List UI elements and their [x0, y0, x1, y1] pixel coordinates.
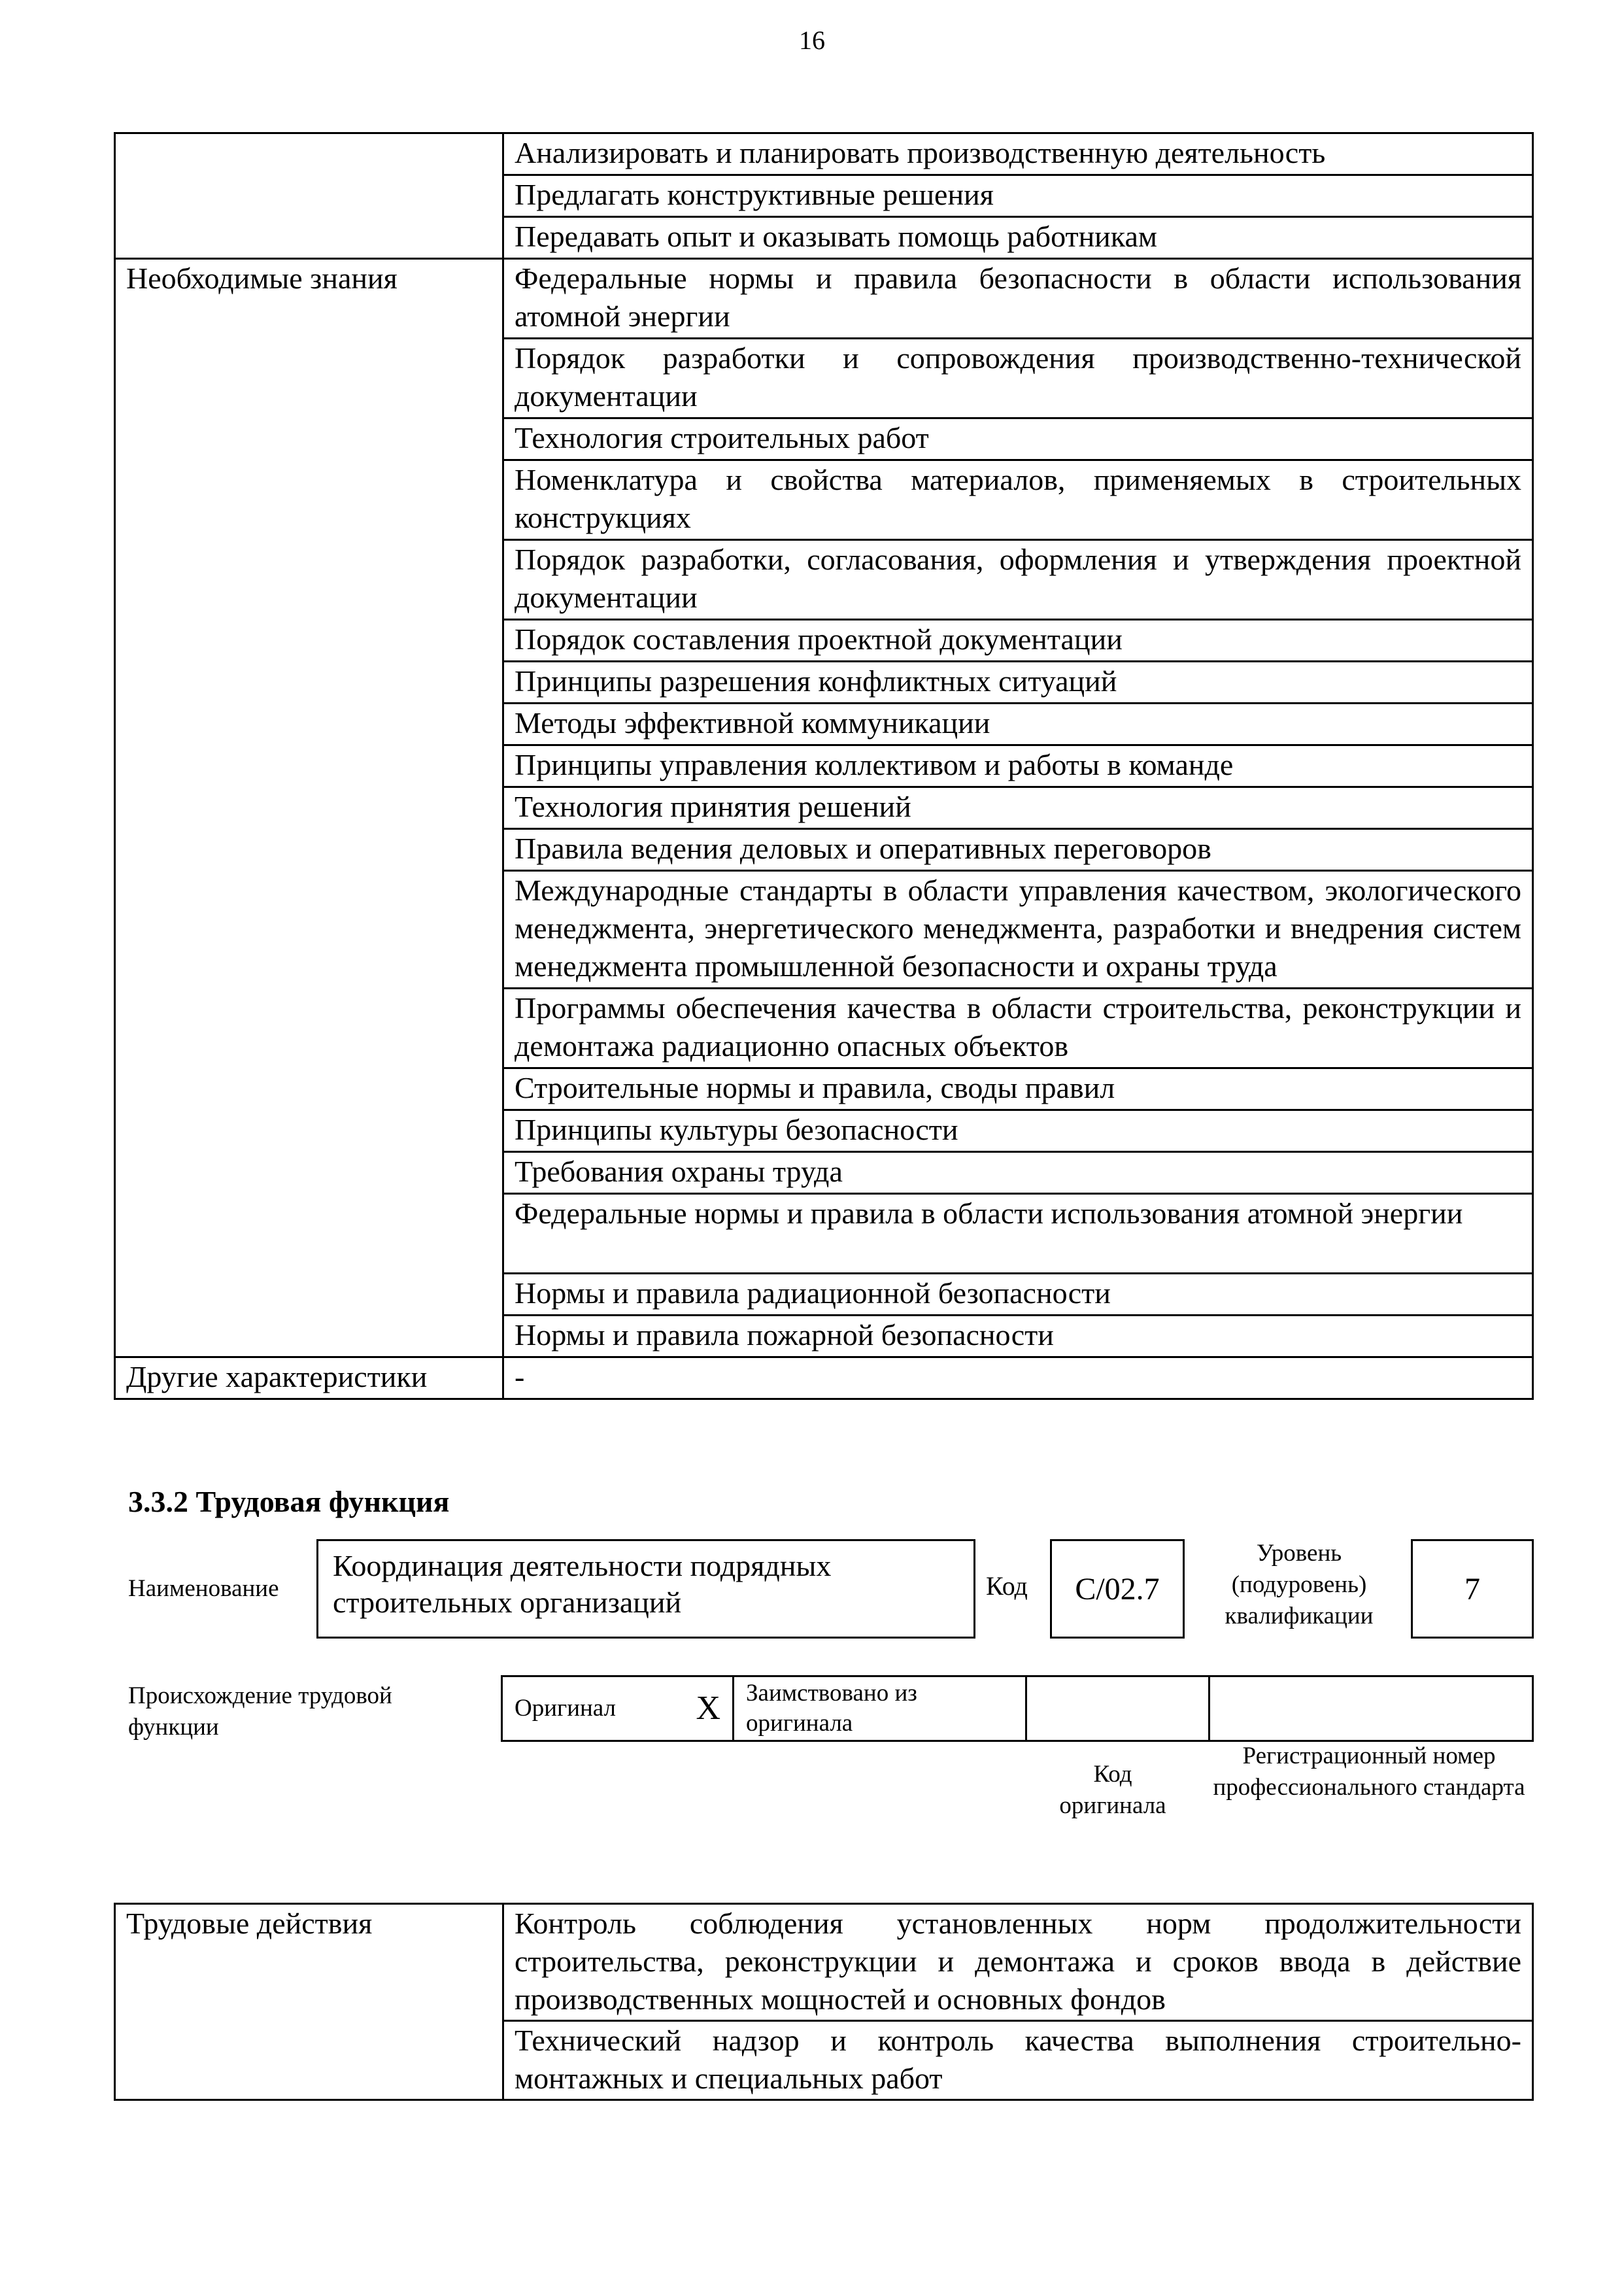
- origin-mark: X: [696, 1690, 720, 1727]
- table-row-label: Трудовые действия: [115, 1904, 503, 2100]
- table-cell: Предлагать конструктивные решения: [503, 175, 1533, 217]
- code-label: Код: [986, 1571, 1028, 1601]
- table-row-label: [115, 133, 503, 259]
- table-row-label: Необходимые знания: [115, 259, 503, 1357]
- table-cell: Порядок разработки, согласования, оформления и утверждения проектной документации: [503, 540, 1533, 620]
- table-cell: Методы эффективной коммуникации: [503, 704, 1533, 745]
- table-cell: Принципы разрешения конфликтных ситуаций: [503, 662, 1533, 704]
- table-cell: Порядок разработки и сопровождения производственно-технической документации: [503, 339, 1533, 418]
- requirements-table: [114, 132, 1534, 1400]
- table-cell: Строительные нормы и правила, своды правил: [503, 1068, 1533, 1110]
- table-cell: Требования охраны труда: [503, 1152, 1533, 1194]
- origin-reg-cell: [1210, 1676, 1533, 1741]
- table-cell: Технология принятия решений: [503, 787, 1533, 829]
- table-cell: Программы обеспечения качества в области строительства, реконструкции и демонтажа радиационно опасных объектов: [503, 989, 1533, 1068]
- table-cell: Правила ведения деловых и оперативных переговоров: [503, 829, 1533, 871]
- table-cell: Федеральные нормы и правила в области использования атомной энергии: [503, 1194, 1533, 1274]
- table-row-label: Другие характеристики: [115, 1357, 503, 1399]
- table-cell: -: [503, 1357, 1533, 1399]
- table-cell: Технология строительных работ: [503, 418, 1533, 460]
- name-label: Наименование: [128, 1575, 279, 1602]
- origin-original-text: Оригинал: [515, 1695, 617, 1722]
- section-title: 3.3.2 Трудовая функция: [128, 1485, 450, 1518]
- page-number: 16: [799, 26, 825, 55]
- labor-actions-table: [114, 1903, 1534, 2101]
- table-cell: Контроль соблюдения установленных норм продолжительности строительства, реконструкции и демонтажа и сроков ввода в действие производственных мощностей и основных фондов: [503, 1904, 1533, 2021]
- origin-label: Происхождение трудовой функции: [128, 1682, 392, 1741]
- table-cell: Анализировать и планировать производственную деятельность: [503, 133, 1533, 175]
- table-cell: Номенклатура и свойства материалов, применяемых в строительных конструкциях: [503, 460, 1533, 540]
- origin-original-cell: [502, 1676, 734, 1741]
- table-cell: Принципы управления коллективом и работы в команде: [503, 745, 1533, 787]
- level-box: 7: [1411, 1539, 1534, 1639]
- origin-code-caption: Код оригинала: [1059, 1761, 1166, 1819]
- table-cell: Нормы и правила пожарной безопасности: [503, 1316, 1533, 1357]
- origin-code-cell: [1026, 1676, 1210, 1741]
- origin-reg-caption: Регистрационный номер профессионального стандарта: [1213, 1742, 1525, 1801]
- function-name-box: Координация деятельности подрядных строительных организаций: [316, 1539, 975, 1639]
- level-label: Уровень (подуровень) квалификации: [1225, 1540, 1374, 1629]
- origin-borrowed-cell: Заимствовано из оригинала: [734, 1676, 1026, 1741]
- origin-table: [501, 1675, 1534, 1742]
- table-cell: Передавать опыт и оказывать помощь работникам: [503, 217, 1533, 259]
- table-cell: Порядок составления проектной документации: [503, 620, 1533, 662]
- code-box: С/02.7: [1050, 1539, 1185, 1639]
- table-cell: Нормы и правила радиационной безопасности: [503, 1274, 1533, 1316]
- table-cell: Технический надзор и контроль качества выполнения строительно-монтажных и специальных работ: [503, 2021, 1533, 2100]
- table-cell: Международные стандарты в области управления качеством, экологического менеджмента, энергетического менеджмента, разработки и внедрения систем менеджмента промышленной безопасности и охраны труда: [503, 871, 1533, 989]
- table-cell: Принципы культуры безопасности: [503, 1110, 1533, 1152]
- table-cell: Федеральные нормы и правила безопасности в области использования атомной энергии: [503, 259, 1533, 339]
